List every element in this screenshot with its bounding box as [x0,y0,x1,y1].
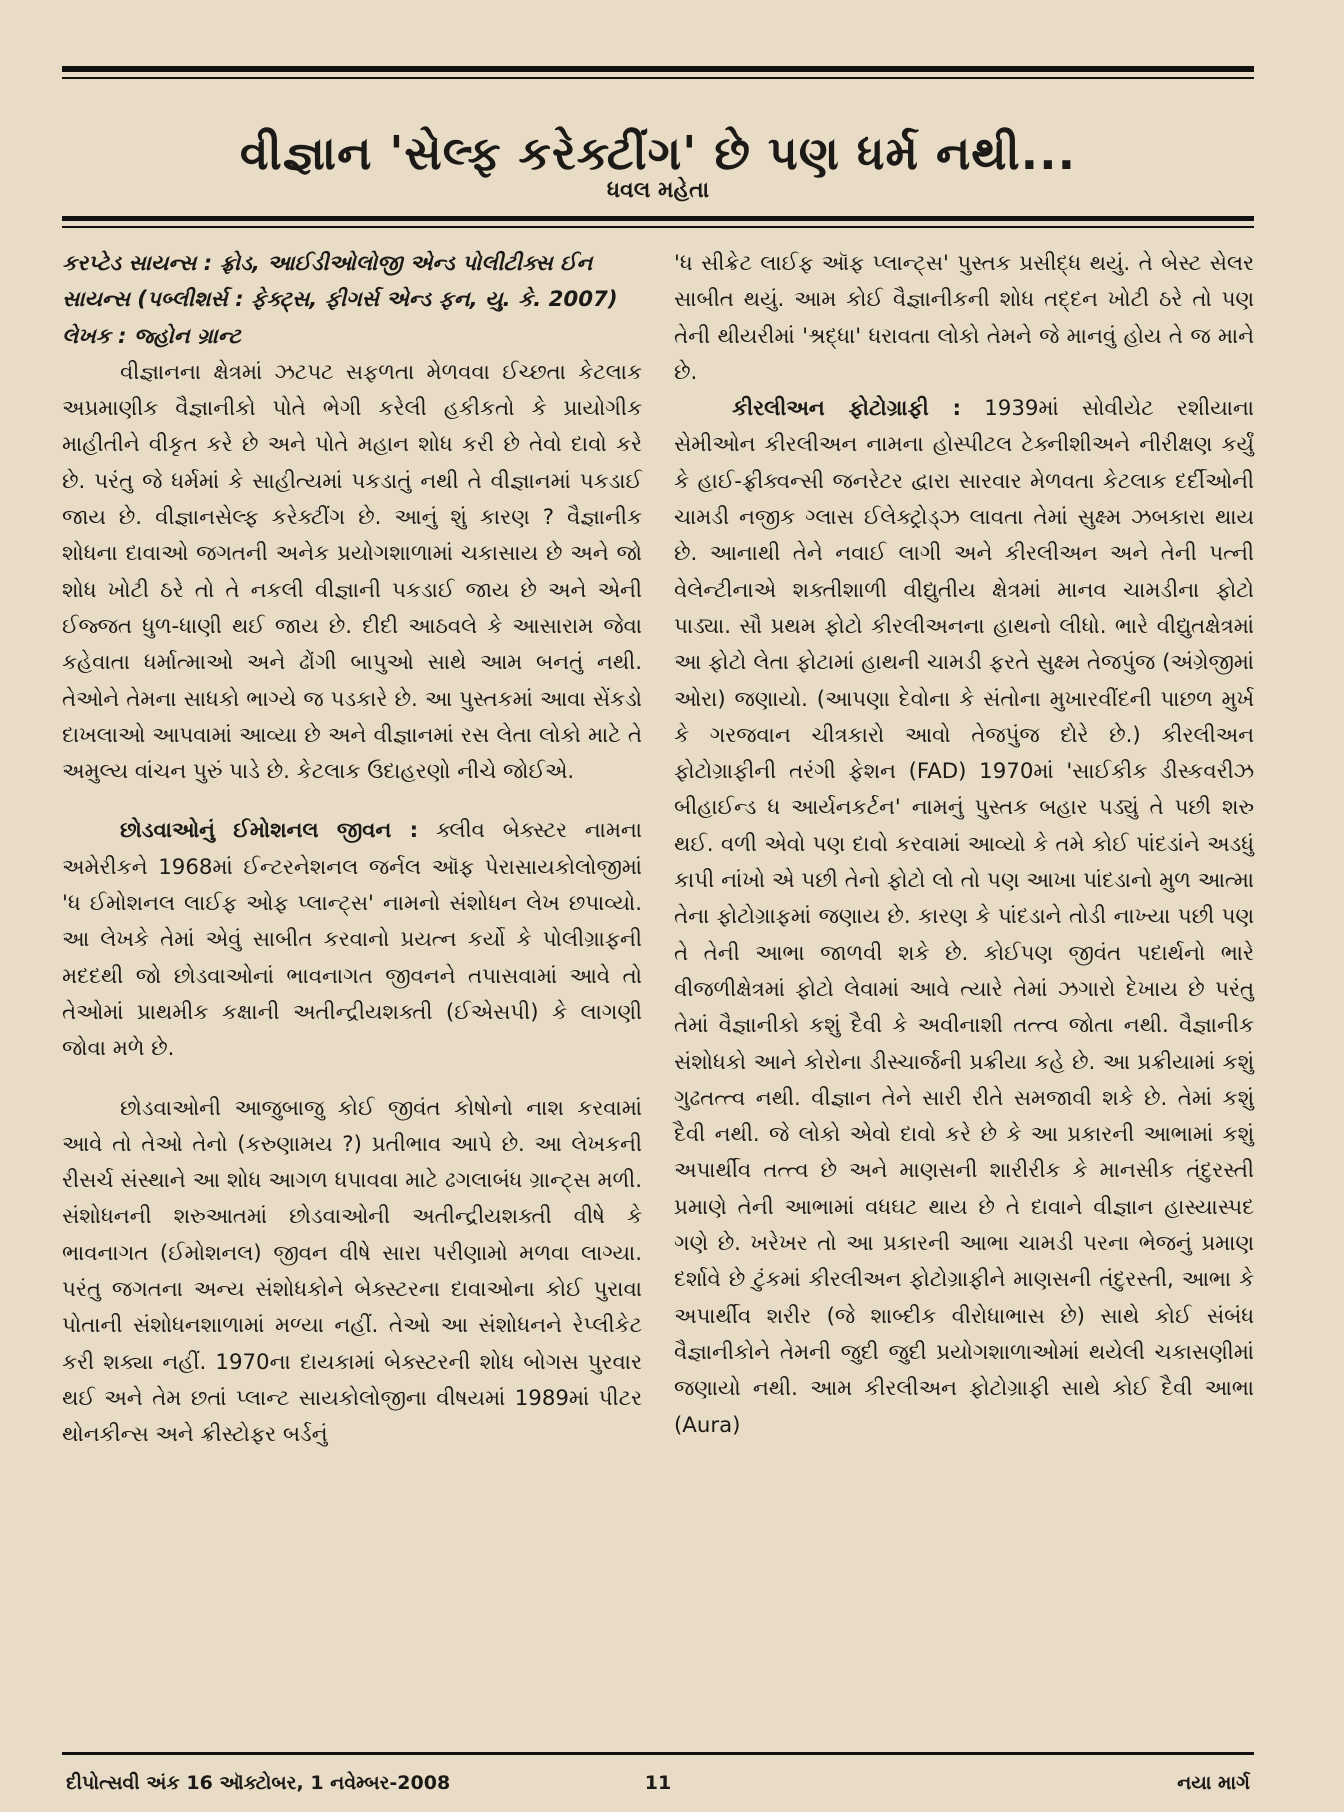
header-rule-thin [62,226,1254,228]
header-rule-thick [62,216,1254,221]
kirlian-section-paragraph [674,391,1254,1444]
kirlian-section-heading: કીરલીઅન ફોટોગ્રાફી : [732,396,962,422]
page-footer [62,1768,1254,1798]
book-reference-line: કરપ્ટેડ સાયન્સ : ફ્રોડ, આઈડીઓલોજી એન્ડ પોલીટીક્સ ઈન [62,251,593,276]
footer-rule [62,1752,1254,1755]
kirlian-section-text: 1939માં સોવીયેટ રશીયાના સેમીઓન કીરલીઅન નામના હોસ્પીટલ ટેક્નીશીઅને નીરીક્ષણ કર્યું કે હાઈ-ફ્રીક્વન્સી જનરેટર દ્વારા સારવાર મેળવતા કેટલાક દર્દીઓની ચામડી નજીક ગ્લાસ ઈલેક્ટ્રોડ્ઝ લાવતા તેમાં સુક્ષ્મ ઝબકારા થાય છે. આનાથી તેને નવાઈ લાગી અને કીરલીઅન અને તેની પત્ની વેલેન્ટીનાએ શક્તીશાળી વીદ્યુતીય ક્ષેત્રમાં માનવ ચામડીના ફોટો પાડ્યા. સૌ પ્રથમ ફોટો કીરલીઅનના હાથનો લીધો. ભારે વીદ્યુતક્ષેત્રમાં આ ફોટો લેતા ફોટામાં હાથની ચામડી ફરતે સુક્ષ્મ તેજપુંજ (અંગ્રેજીમાં ઓરા) જણાયો. (આપણા દેવોના કે સંતોના મુખારવીંદની પાછળ મુર્ખ કે ગરજવાન ચીત્રકારો આવો તેજપુંજ દોરે છે.) કીરલીઅન ફોટોગ્રાફીની તરંગી ફેશન (FAD) 1970માં 'સાઈકીક ડીસ્કવરીઝ બીહાઈન્ડ ધ આર્યનકર્ટન' નામનું પુસ્તક બહાર પડ્યું તે પછી શરુ થઈ. વળી એવો પણ દાવો કરવામાં આવ્યો કે તમે કોઈ પાંદડાંને અડધું કાપી નાંખો એ પછી તેનો ફોટો લો તો પણ આખા પાંદડાનો મુળ આત્મા તેના ફોટોગ્રાફમાં જણાય છે. કારણ કે પાંદડાને તોડી નાખ્યા પછી પણ તે તેની આભા જાળવી શકે છે. કોઈપણ જીવંત પદાર્થનો ભારે વીજળીક્ષેત્રમાં ફોટો લેવામાં આવે ત્યારે તેમાં ઝગારો દેખાય છે પરંતુ તેમાં વૈજ્ઞાનીકો કશું દૈવી કે અવીનાશી તત્ત્વ જોતા નથી. વૈજ્ઞાનીક સંશોધકો આને કોરોના ડીસ્ચાર્જની પ્રક્રીયા કહે છે. આ પ્રક્રીયામાં કશું ગુઢતત્ત્વ નથી. વીજ્ઞાન તેને સારી રીતે સમજાવી શકે છે. તેમાં કશું દૈવી નથી. જે લોકો એવો દાવો કરે છે કે આ પ્રકારની આભામાં કશું અપાર્થીવ તત્ત્વ છે અને માણસની શારીરીક કે માનસીક તંદુરસ્તી પ્રમાણે તેની આભામાં વધઘટ થાય છે તે દાવાને વીજ્ઞાન હાસ્યાસ્પદ ગણે છે. ખરેખર તો આ પ્રકારની આભા ચામડી પરના ભેજનું પ્રમાણ દર્શાવે છે ટુંકમાં કીરલીઅન ફોટોગ્રાફીને માણસની તંદુરસ્તી, આભા કે અપાર્થીવ શરીર (જે શાબ્દીક વીરોધાભાસ છે) સાથે કોઈ સંબંધ વૈજ્ઞાનીકોને તેમની જુદી જુદી પ્રયોગશાળાઓમાં થયેલી ચકાસણીમાં જણાયો નથી. આમ કીરલીઅન ફોટોગ્રાફી સાથે કોઈ દૈવી આભા (Aura) [674,396,1255,1438]
plant-section-heading: છોડવાઓનું ઈમોશનલ જીવન : [120,818,419,844]
intro-paragraph: વીજ્ઞાનના ક્ષેત્રમાં ઝટપટ સફળતા મેળવવા ઈચ્છતા કેટલાક અપ્રમાણીક વૈજ્ઞાનીકો પોતે ભેગી કરેલી હકીકતો કે પ્રાયોગીક માહીતીને વીકૃત કરે છે અને પોતે મહાન શોધ કરી છે તેવો દાવો કરે છે. પરંતુ જે ધર્મમાં કે સાહીત્યમાં પકડાતું નથી તે વીજ્ઞાનમાં પકડાઈ જાય છે. વીજ્ઞાનસેલ્ફ કરેક્ટીંગ છે. આનું શું કારણ ? વૈજ્ઞાનીક શોધના દાવાઓ જગતની અનેક પ્રયોગશાળામાં ચકાસાય છે અને જો શોધ ખોટી ઠરે તો તે નકલી વીજ્ઞાની પકડાઈ જાય છે અને એની ઈજ્જત ધુળ-ધાણી થઈ જાય છે. દીદી આઠવલે કે આસારામ જેવા કહેવાતા ધર્માત્માઓ અને ઢોંગી બાપુઓ સાથે આમ બનતું નથી. તેઓને તેમના સાધકો ભાગ્યે જ પડકારે છે. આ પુસ્તકમાં આવા સેંકડો દાખલાઓ આપવામાં આવ્યા છે અને વીજ્ઞાનમાં રસ લેતા લોકો માટે તે અમુલ્ય વાંચન પુરું પાડે છે. કેટલાક ઉદાહરણો નીચે જોઈએ. [62,359,642,785]
book-reference-line: સાયન્સ (પબ્લીશર્સ : ફેક્ટ્સ, ફીગર્સ એન્ડ ફન, યુ. કે. 2007) [62,287,618,313]
author-byline: ધવલ મહેતા [606,178,710,203]
plant-section-paragraph [62,813,642,1067]
magazine-name: નયા માર્ગ [1177,1772,1250,1794]
article-title: વીજ્ઞાન 'સેલ્ફ કરેક્ટીંગ' છે પણ ધર્મ નથી... [239,125,1077,180]
continuation-paragraph: 'ધ સીક્રેટ લાઈફ ઑફ પ્લાન્ટ્સ' પુસ્તક પ્રસીદ્ધ થયું. તે બેસ્ટ સેલર સાબીત થયું. આમ કોઈ વૈજ્ઞાનીકની શોધ તદ્દન ખોટી ઠરે તો પણ તેની થીયરીમાં 'શ્રદ્ધા' ધરાવતા લોકો તેમને જે માનવું હોય તે જ માને છે. [674,251,1254,385]
top-rule-thick [62,66,1254,72]
plant-followup-paragraph: છોડવાઓની આજુબાજુ કોઈ જીવંત કોષોનો નાશ કરવામાં આવે તો તેઓ તેનો (કરુણામય ?) પ્રતીભાવ આપે છે. આ લેખકની રીસર્ચ સંસ્થાને આ શોધ આગળ ધપાવવા માટે ઢગલાબંધ ગ્રાન્ટ્સ મળી. સંશોધનની શરુઆતમાં છોડવાઓની અતીન્દ્રીયશક્તી વીષે કે ભાવનાગત (ઈમોશનલ) જીવન વીષે સારા પરીણામો મળવા લાગ્યા. પરંતુ જગતના અન્ય સંશોધકોને બેક્સ્ટરના દાવાઓના કોઈ પુરાવા પોતાની સંશોધનશાળામાં મળ્યા નહીં. તેઓ આ સંશોધનને રેપ્લીકેટ કરી શક્યા નહીં. 1970ના દાયકામાં બેક્સ્ટરની શોધ બોગસ પુરવાર થઈ અને તેમ છતાં પ્લાન્ટ સાયકોલોજીના વીષયમાં 1989માં પીટર થોનકીન્સ અને ક્રીસ્ટોફર બર્ડનું [62,1095,642,1448]
book-author-line: લેખક : જ્હોન ગ્રાન્ટ [62,323,241,349]
issue-date: દીપોત્સવી અંક 16 ઑક્ટોબર, 1 નવેમ્બર-2008 [66,1772,451,1794]
page-number: 11 [644,1772,672,1794]
left-column [62,246,642,1454]
right-column [674,246,1254,1444]
plant-section-text: ક્લીવ બેક્સ્ટર નામના અમેરીકને 1968માં ઈન્ટરનેશનલ જર્નલ ઑફ પેરાસાયકોલોજીમાં 'ધ ઈમોશનલ લાઈફ ઓફ પ્લાન્ટ્સ' નામનો સંશોધન લેખ છપાવ્યો. આ લેખકે તેમાં એવું સાબીત કરવાનો પ્રયત્ન કર્યો કે પોલીગ્રાફની મદદથી જો છોડવાઓનાં ભાવનાગત જીવનને તપાસવામાં આવે તો તેઓમાં પ્રાથમીક કક્ષાની અતીન્દ્રીયશક્તી (ઈએસપી) કે લાગણી જોવા મળે છે. [62,818,642,1062]
top-rule-thin [62,77,1254,79]
